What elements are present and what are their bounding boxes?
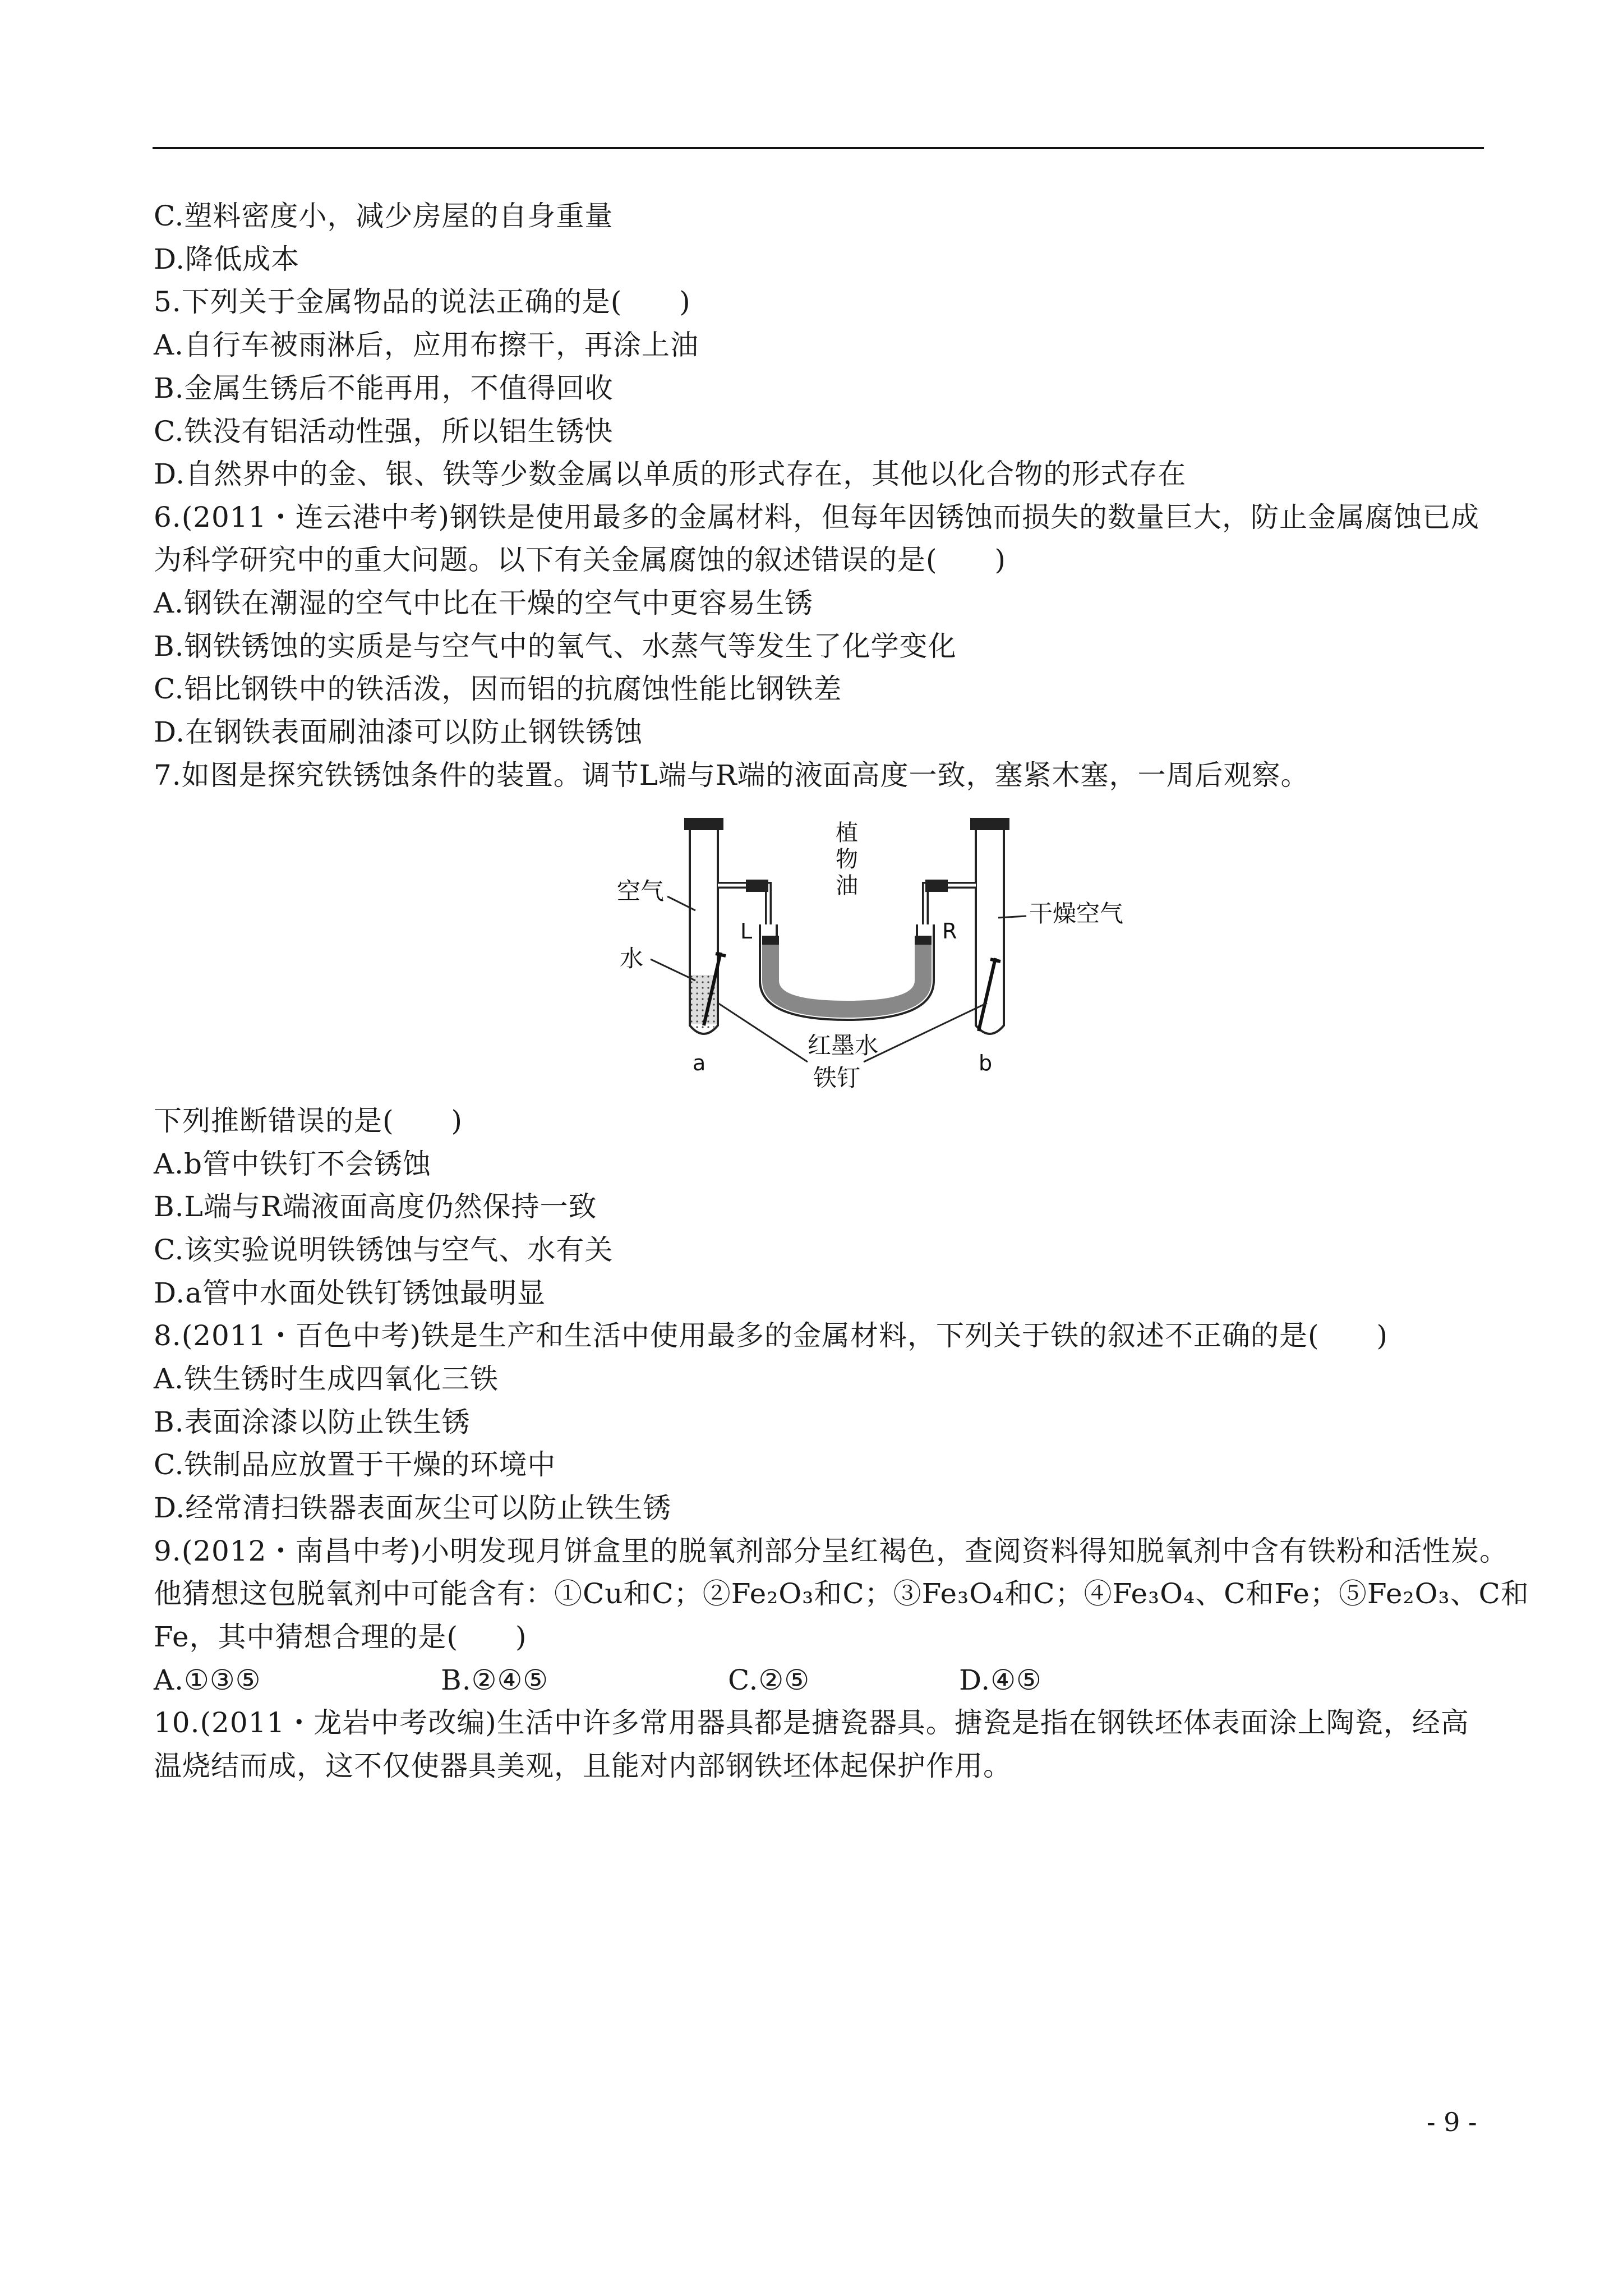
- label-R: R: [942, 919, 957, 944]
- q5-option-b: B.金属生锈后不能再用，不值得回收: [154, 372, 614, 404]
- q10-stem-line2: 温烧结而成，这不仅使器具美观，且能对内部钢铁坯体起保护作用。: [154, 1750, 1012, 1782]
- label-L: L: [740, 919, 753, 944]
- rust-experiment-figure: [606, 812, 1124, 1093]
- oil-left: [762, 936, 779, 945]
- label-air: 空气: [617, 877, 665, 905]
- label-red-ink: 红墨水: [808, 1032, 879, 1059]
- q4-option-c: C.塑料密度小，减少房屋的自身重量: [154, 200, 614, 232]
- q9-option-b: B.②④⑤: [441, 1664, 549, 1696]
- oil-right: [915, 936, 932, 945]
- label-oil-2: 物: [836, 846, 858, 872]
- q6-option-c: C.铝比钢铁中的铁活泼，因而铝的抗腐蚀性能比钢铁差: [154, 673, 842, 705]
- q9-stem-line3: Fe，其中猜想合理的是( ): [154, 1621, 527, 1653]
- q5-option-c: C.铁没有铝活动性强，所以铝生锈快: [154, 415, 614, 448]
- q10-stem-line1: 10.(2011・龙岩中考改编)生活中许多常用器具都是搪瓷器具。搪瓷是指在钢铁坯体表面涂上陶瓷，经高: [154, 1706, 1469, 1739]
- tube-b: [976, 830, 1004, 1034]
- q7-question: 下列推断错误的是( ): [154, 1105, 463, 1137]
- u-tube-apparatus-diagram: [606, 812, 1124, 1093]
- q6-stem-line1: 6.(2011・连云港中考)钢铁是使用最多的金属材料，但每年因锈蚀而损失的数量巨大，防止金属腐蚀已成: [154, 501, 1479, 533]
- label-water: 水: [620, 945, 644, 972]
- q7-option-c: C.该实验说明铁锈蚀与空气、水有关: [154, 1234, 614, 1266]
- red-ink: [762, 944, 932, 1018]
- label-a: a: [693, 1051, 706, 1075]
- q8-stem: 8.(2011・百色中考)铁是生产和生活中使用最多的金属材料，下列关于铁的叙述不正确的是( ): [154, 1319, 1388, 1352]
- q5-stem: 5.下列关于金属物品的说法正确的是( ): [154, 286, 691, 318]
- page-number: - 9 -: [1427, 2107, 1477, 2137]
- q8-option-d: D.经常清扫铁器表面灰尘可以防止铁生锈: [154, 1492, 672, 1524]
- q6-option-b: B.钢铁锈蚀的实质是与空气中的氧气、水蒸气等发生了化学变化: [154, 630, 957, 662]
- tube-b-stopper: [970, 818, 1009, 830]
- q7-option-d: D.a管中水面处铁钉锈蚀最明显: [154, 1277, 546, 1309]
- q9-options: [154, 1663, 1275, 1697]
- q9-option-a: A.①③⑤: [154, 1664, 261, 1696]
- tube-a-stopper: [684, 818, 723, 830]
- nail-b: [979, 958, 995, 1031]
- header-rule: [153, 147, 1484, 149]
- q8-option-b: B.表面涂漆以防止铁生锈: [154, 1406, 471, 1438]
- label-dry-air: 干燥空气: [1029, 900, 1124, 927]
- label-nail: 铁钉: [813, 1064, 861, 1092]
- q4-option-d: D.降低成本: [154, 243, 300, 275]
- q6-stem-line2: 为科学研究中的重大问题。以下有关金属腐蚀的叙述错误的是( ): [154, 544, 1007, 576]
- q8-option-a: A.铁生锈时生成四氧化三铁: [154, 1363, 499, 1395]
- q8-option-c: C.铁制品应放置于干燥的环境中: [154, 1448, 556, 1481]
- q9-stem-line2: 他猜想这包脱氧剂中可能含有：①Cu和C；②Fe₂O₃和C；③Fe₃O₄和C；④Fe₃O₄、C和Fe；⑤Fe₂O₃、C和: [154, 1577, 1529, 1610]
- q6-option-a: A.钢铁在潮湿的空气中比在干燥的空气中更容易生锈: [154, 587, 814, 619]
- q5-option-d: D.自然界中的金、银、铁等少数金属以单质的形式存在，其他以化合物的形式存在: [154, 458, 1187, 490]
- q6-option-d: D.在钢铁表面刷油漆可以防止钢铁锈蚀: [154, 716, 643, 748]
- q7-stem: 7.如图是探究铁锈蚀条件的装置。调节L端与R端的液面高度一致，塞紧木塞，一周后观察。: [154, 759, 1310, 792]
- label-oil-3: 油: [836, 873, 858, 899]
- q9-option-c: C.②⑤: [728, 1664, 810, 1696]
- q7-option-a: A.b管中铁钉不会锈蚀: [154, 1148, 432, 1180]
- q7-option-b: B.L端与R端液面高度仍然保持一致: [154, 1190, 597, 1223]
- q9-option-d: D.④⑤: [959, 1664, 1042, 1696]
- q5-option-a: A.自行车被雨淋后，应用布擦干，再涂上油: [154, 329, 699, 361]
- label-oil-1: 植: [836, 820, 858, 846]
- q9-stem-line1: 9.(2012・南昌中考)小明发现月饼盒里的脱氧剂部分呈红褐色，查阅资料得知脱氧剂中含有铁粉和活性炭。: [154, 1535, 1508, 1567]
- label-b: b: [979, 1051, 993, 1075]
